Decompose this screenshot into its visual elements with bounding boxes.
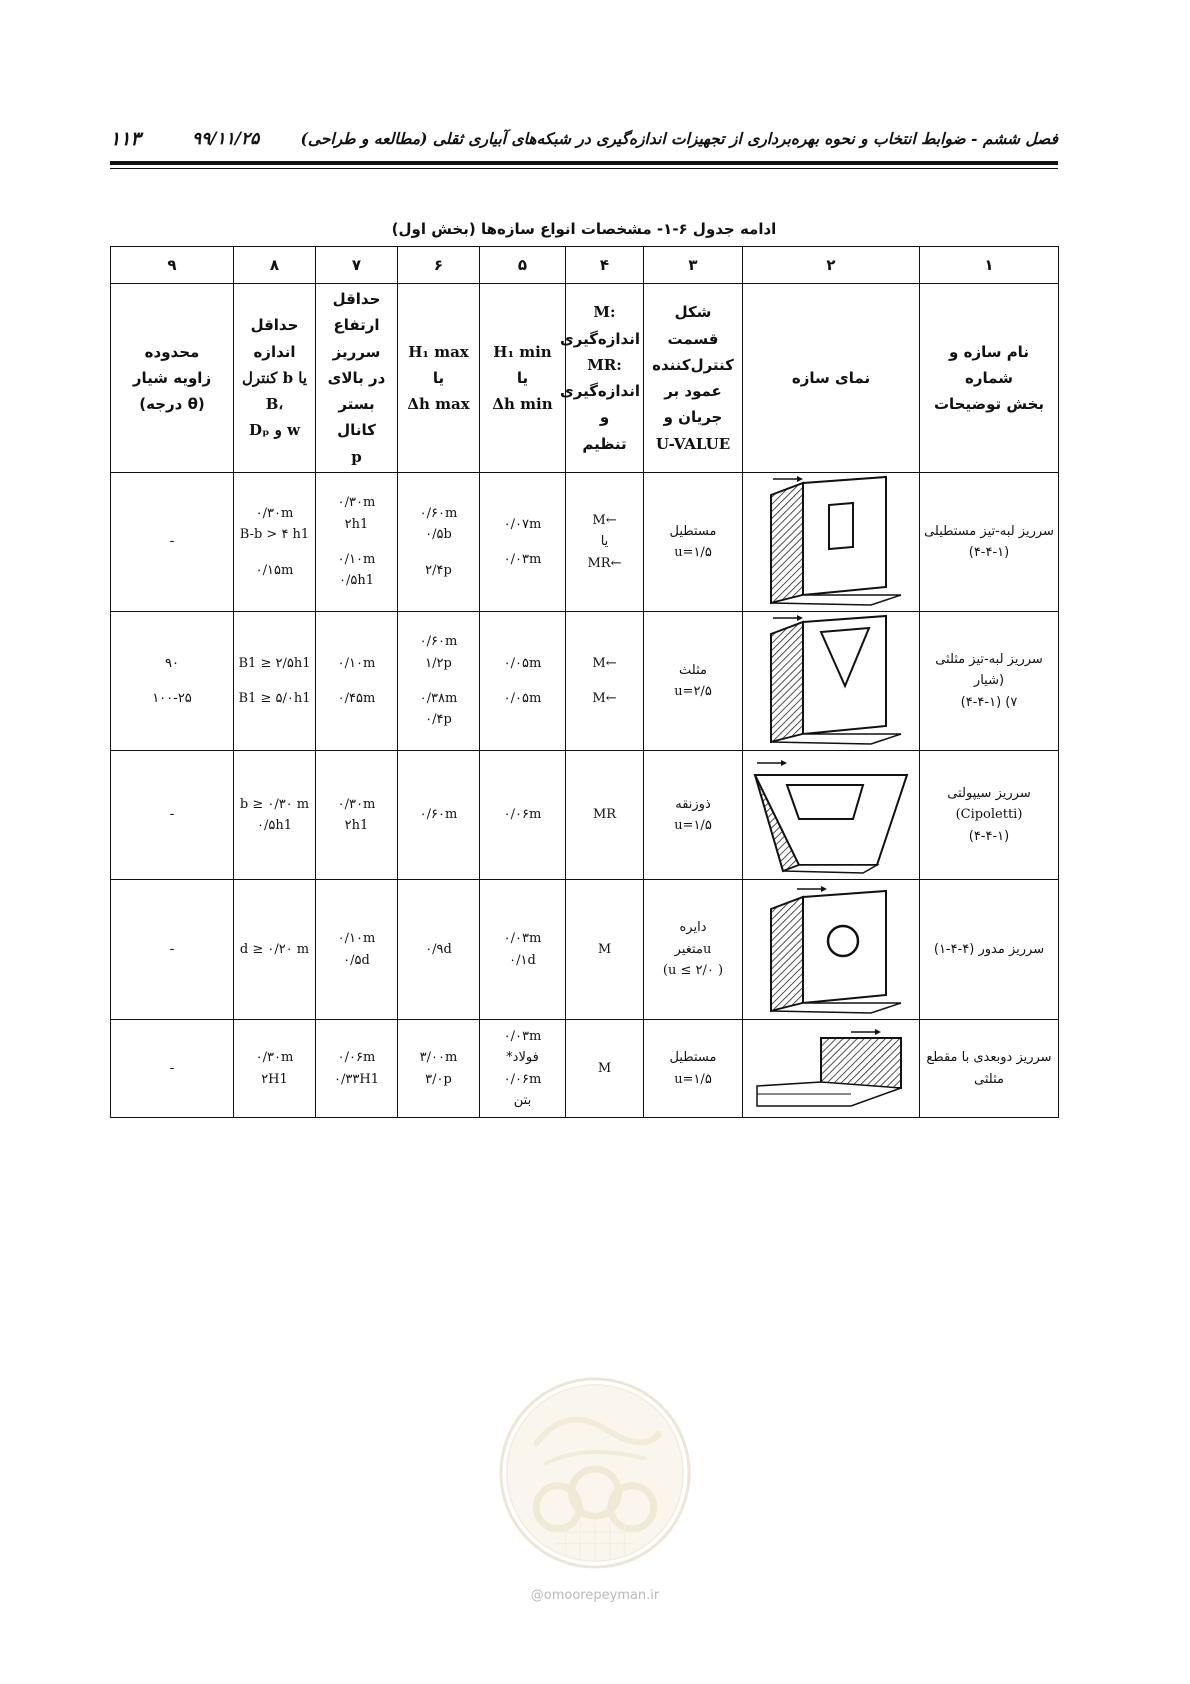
control-size-cell: b ≥ ۰/۳۰ m ۰/۵h1 [234,751,316,880]
page-number: ۱۱۳ [110,128,141,150]
watermark-url: @omoorepeyman.ir [530,1588,660,1603]
crest-height-cell: ۰/۱۰m ۰/۵d [316,880,398,1020]
h-min-cell: ۰/۰۷m ۰/۰۳m [480,473,566,612]
column-header-row [111,284,1059,473]
h-min-cell: ۰/۰۳m فولاد* ۰/۰۶m بتن [480,1020,566,1118]
col-number: ۳ [644,247,743,284]
col-number: ۴ [566,247,644,284]
measure-type-cell: M [566,1020,644,1118]
structure-view-cell [743,1020,920,1118]
header-min-control-size: حداقل اندازه کنترل b یا B، Dₚ و w [234,284,316,473]
header-control-shape: شکل قسمت کنترل‌کننده عمود بر جریان و U-VALUE [644,284,743,473]
omoorepeyman-seal-logo-icon [497,1375,693,1571]
measure-type-cell: M [566,880,644,1020]
triangular-profile-weir-sketch-icon [751,1024,911,1114]
structure-name-cell: سرریز لبه-تیز مستطیلی (۴-۴-۱) [920,473,1059,612]
notch-angle-cell: - [111,880,234,1020]
h-max-cell: ۰/۶۰m ۱/۲p ۰/۳۸m ۰/۴p [398,612,480,751]
structure-name-cell: سرریز مدور (۴-۴-۱) [920,880,1059,1020]
control-shape-cell: مستطیل u=۱/۵ [644,1020,743,1118]
table-row [111,1020,1059,1118]
header-measure-type: M: اندازه‌گیری MR: اندازه‌گیری و تنظیم [566,284,644,473]
rectangular-weir-sketch-icon [751,475,911,609]
col-number: ۵ [480,247,566,284]
measure-type-cell: MR [566,751,644,880]
structure-name-cell: سرریز دوبعدی با مقطع مثلثی [920,1020,1059,1118]
header-rule-thick [110,161,1058,165]
h-max-cell: ۳/۰۰m ۳/۰p [398,1020,480,1118]
col-number: ۹ [111,247,234,284]
trapezoidal-weir-sketch-icon [747,753,915,877]
header-rule-thin [110,168,1058,169]
header-structure-view: نمای سازه [743,284,920,473]
structure-name-cell: سرریز سیپولتی (Cipoletti) (۴-۴-۱) [920,751,1059,880]
notch-angle-cell: ۹۰ ۱۰۰-۲۵ [111,612,234,751]
h-max-cell: ۰/۶۰m [398,751,480,880]
structure-view-cell [743,880,920,1020]
crest-height-cell: ۰/۳۰m ۲h1 ۰/۱۰m ۰/۵h1 [316,473,398,612]
table-row [111,751,1059,880]
control-size-cell: d ≥ ۰/۲۰ m [234,880,316,1020]
h-min-cell: ۰/۰۵m ۰/۰۵m [480,612,566,751]
header-structure-name: نام سازه و شماره بخش توضیحات [920,284,1059,473]
table-row [111,473,1059,612]
crest-height-cell: ۰/۰۶m ۰/۳۳H1 [316,1020,398,1118]
measure-type-cell: M← یا MR← [566,473,644,612]
control-shape-cell: مثلث u=۲/۵ [644,612,743,751]
header-notch-angle: محدوده زاویه شیار (θ درجه) [111,284,234,473]
control-size-cell: ۰/۳۰m ۲H1 [234,1020,316,1118]
control-size-cell: ۰/۳۰m B-b > ۴ h1 ۰/۱۵m [234,473,316,612]
measure-type-cell: M← M← [566,612,644,751]
col-number: ۱ [920,247,1059,284]
col-number: ۲ [743,247,920,284]
structure-view-cell [743,612,920,751]
table-row [111,880,1059,1020]
crest-height-cell: ۰/۱۰m ۰/۴۵m [316,612,398,751]
header-h-min: H₁ min یا Δh min [480,284,566,473]
table-row [111,612,1059,751]
crest-height-cell: ۰/۳۰m ۲h1 [316,751,398,880]
control-shape-cell: ذوزنقه u=۱/۵ [644,751,743,880]
chapter-title: فصل ششم - ضوابط انتخاب و نحوه بهره‌برداری از تجهیزات اندازه‌گیری در شبکه‌های آبیاری ثقلی (مطالعه و طراحی) [300,129,1058,148]
h-max-cell: ۰/۶۰m ۰/۵b ۲/۴p [398,473,480,612]
control-shape-cell: دایره متغیرu (u ≤ ۲/۰ ) [644,880,743,1020]
header-min-crest-height: حداقل ارتفاع سرریز در بالای بستر کانال p [316,284,398,473]
header-h-max: H₁ max یا Δh max [398,284,480,473]
col-number: ۸ [234,247,316,284]
table-caption: ادامه جدول ۶-۱- مشخصات انواع سازه‌ها (بخش اول) [391,220,777,238]
h-max-cell: ۰/۹d [398,880,480,1020]
h-min-cell: ۰/۰۶m [480,751,566,880]
structure-view-cell [743,751,920,880]
structure-view-cell [743,473,920,612]
h-min-cell: ۰/۰۳m ۰/۱d [480,880,566,1020]
structure-name-cell: سرریز لبه-تیز مثلثی (شیار ۷) (۴-۴-۱) [920,612,1059,751]
notch-angle-cell: - [111,751,234,880]
triangular-weir-sketch-icon [751,614,911,748]
control-size-cell: B1 ≥ ۲/۵h1 B1 ≥ ۵/۰h1 [234,612,316,751]
column-number-row [111,247,1059,284]
circular-weir-sketch-icon [751,883,911,1017]
notch-angle-cell: - [111,473,234,612]
notch-angle-cell: - [111,1020,234,1118]
structures-spec-table [110,246,1059,1118]
control-shape-cell: مستطیل u=۱/۵ [644,473,743,612]
page-date: ۹۹/۱۱/۲۵ [192,129,260,149]
col-number: ۷ [316,247,398,284]
col-number: ۶ [398,247,480,284]
page-header [110,128,1058,152]
